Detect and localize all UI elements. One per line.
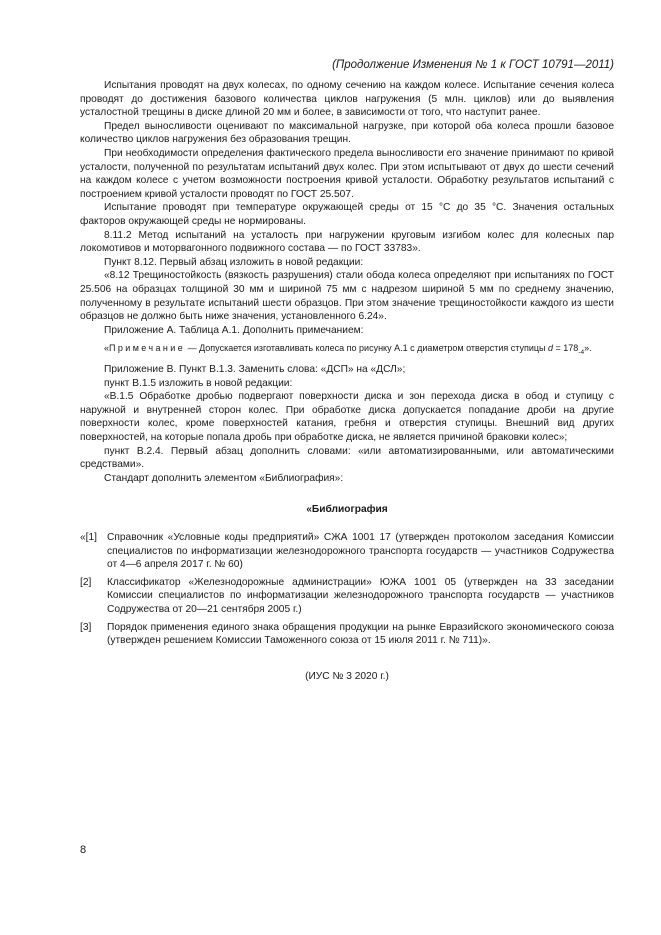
paragraph: «8.12 Трещиностойкость (вязкость разрушения) стали обода колеса определяют при испытаниях по ГОСТ 25.506 на образцах толщиной 30 мм и шириной 75 мм с надрезом шириной 5 мм по среднему значению, полученному в результате испытаний шести образцов. При этом значение трещиностойкости каждого из шести образцов не должно быть ниже значения, установленного 6.24».	[80, 270, 614, 323]
bibliography-number: «[1]	[80, 532, 97, 544]
bibliography-text: Классификатор «Железнодорожные администрации» ЮЖА 1001 05 (утвержден на 33 заседании Комиссии специалистов по информатизации железнодорожного транспорта государств — участников Содружества от 20—21 сентября 2005 г.)	[107, 576, 614, 615]
paragraph: Приложение В. Пункт В.1.3. Заменить слова: «ДСП» на «ДСЛ»;	[104, 364, 406, 376]
paragraph: Пункт 8.12. Первый абзац изложить в новой редакции:	[104, 256, 364, 268]
paragraph: пункт В.2.4. Первый абзац дополнить словами: «или автоматизированными, или автоматическими средствами».	[80, 445, 614, 471]
note-variable: d	[547, 343, 553, 354]
bibliography-number: [2]	[80, 576, 92, 588]
bibliography-entry	[80, 531, 614, 572]
bibliography-entry	[80, 621, 614, 648]
bibliography-text: Справочник «Условные коды предприятий» СЖА 1001 17 (утвержден протоколом заседания Комиссии специалистов по информатизации железнодорожного транспорта государств — участников Содружества от 4—6 апреля 2017 г. № 60)	[107, 532, 614, 571]
note-tolerance: -4	[578, 349, 585, 357]
note-value: = 178	[553, 343, 579, 354]
paragraph: Испытания проводят на двух колесах, по одному сечению на каждом колесе. Испытание сечения колеса проводят до достижения базового количества циклов нагружения (5 млн. циклов) или до выявления усталостной трещины в диске длиной 20 мм и более, в зависимости от того, что наступит ранее.	[80, 80, 614, 119]
document-body	[80, 79, 614, 683]
paragraph: Предел выносливости оценивают по максимальной нагрузке, при которой оба колеса прошли базовое количество циклов нагружения без образования трещин.	[80, 120, 614, 146]
note-text: — Допускается изготавливать колеса по рисунку А.1 с диаметром отверстия ступицы	[185, 343, 548, 354]
table-note	[80, 342, 614, 359]
paragraph: «В.1.5 Обработке дробью подвергают поверхности диска и зон перехода диска в обод и ступицу с наружной и внутренней сторон колес. При обработке диска допускается попадание дроби на другие поверхности колес, кроме поверхностей катания, гребня и отверстия ступицы. Внешний вид других поверхностей, на которые попала дробь при обработке диска, не является причиной браковки колес»;	[80, 391, 614, 444]
paragraph: Испытание проводят при температуре окружающей среды от 15 °С до 35 °С. Значения остальных факторов окружающей среды не нормированы.	[80, 202, 614, 227]
paragraph: Приложение А. Таблица А.1. Дополнить примечанием:	[104, 324, 364, 336]
paragraph: пункт В.1.5 изложить в новой редакции:	[104, 377, 293, 389]
page-number: 8	[80, 844, 87, 856]
bibliography-number: [3]	[80, 621, 92, 633]
note-open-quote: «	[104, 343, 110, 354]
bibliography-title: «Библиография	[306, 504, 388, 516]
bibliography-text: Порядок применения единого знака обращения продукции на рынке Евразийского экономического союза (утвержден решением Комиссии Таможенного союза от 15 июля 2011 г. № 711)».	[107, 621, 614, 647]
ius-reference: (ИУС № 3 2020 г.)	[305, 670, 389, 682]
bibliography-entry	[80, 576, 614, 617]
paragraph: Стандарт дополнить элементом «Библиография»:	[104, 472, 344, 484]
paragraph: При необходимости определения фактического предела выносливости его значение принимают по кривой усталости, полученной по результатам испытаний двух колес. При этом испытывают от двух до шести сечений на каждом колесе с учетом возможности построения кривой усталости. Обработку результатов испытаний с построением кривой усталости проводят по ГОСТ 25.507.	[80, 147, 614, 200]
note-label: Примечание	[109, 343, 186, 354]
paragraph: 8.11.2 Метод испытаний на усталость при нагружении круговым изгибом колес для колесных пар локомотивов и моторвагонного подвижного состава — по ГОСТ 33783».	[80, 229, 614, 255]
note-close: ».	[584, 343, 592, 354]
running-header: (Продолжение Изменения № 1 к ГОСТ 10791—2011)	[332, 59, 614, 71]
